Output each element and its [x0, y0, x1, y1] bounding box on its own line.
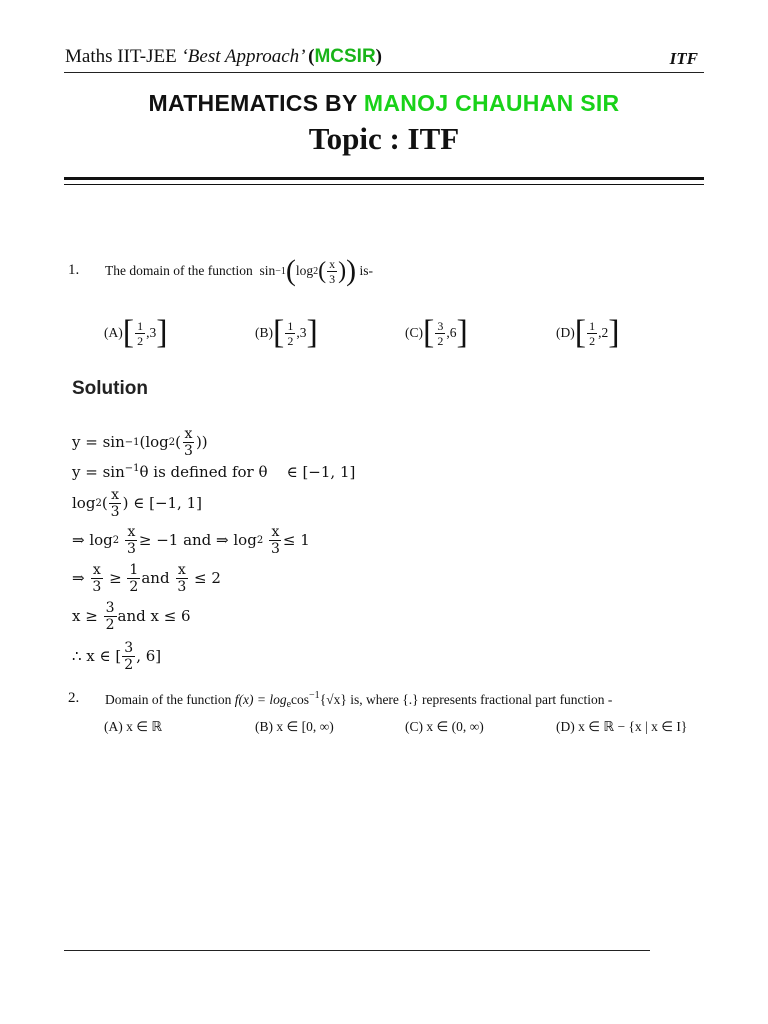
sol-l1-a: y = sin	[72, 433, 125, 451]
sol-l4-a: ⇒ log	[72, 531, 113, 549]
sol-l5-c: and	[141, 569, 170, 587]
sol-l5-fraction-3	[175, 563, 188, 594]
sol-l1-den: 3	[184, 442, 193, 459]
sol-l5-den: 3	[92, 578, 102, 595]
question-2-number: 2.	[68, 690, 80, 706]
sol-l5-den2: 2	[129, 578, 139, 595]
sol-l5-num: x	[92, 561, 101, 578]
q1-option-c-label: (C)	[405, 325, 423, 340]
sol-l3-a: log	[72, 494, 96, 512]
sol-l4-fraction-1	[125, 525, 138, 556]
sol-l7-b: , 6]	[136, 647, 162, 665]
q1-suffix: is-	[359, 263, 374, 278]
q1-option-b-bracket-close: ]	[306, 314, 318, 351]
solution-line-3	[72, 485, 202, 521]
question-2-text	[105, 690, 612, 710]
sol-l6-b: and x ≤ 6	[117, 607, 191, 625]
q2-function: f(x) = log	[234, 692, 287, 707]
sol-l3-num: x	[111, 486, 120, 503]
q1-den: 3	[329, 271, 336, 286]
q2-cos: cos	[291, 692, 310, 707]
sol-l3-den: 3	[110, 503, 120, 520]
q1-option-a-fraction	[135, 320, 145, 347]
q1-inner-paren-close: )	[338, 258, 347, 284]
sol-l1-num: x	[184, 425, 193, 442]
q2-stem: Domain of the function	[105, 692, 235, 707]
q1-fraction	[327, 258, 337, 285]
q2-option-a: (A) x ∈ ℝ	[104, 719, 163, 734]
sol-l3-c: ) ∈ [−1, 1]	[122, 494, 202, 512]
q1-option-c-bracket-close: ]	[456, 314, 468, 351]
sol-l2-b: θ is defined for θ	[139, 463, 268, 481]
sol-l7-den: 2	[124, 656, 134, 673]
solution-line-6	[72, 598, 191, 634]
header-brand: MCSIR	[314, 46, 376, 67]
q1-option-a-num: 1	[137, 318, 144, 333]
sol-l2-c: ∈ [−1, 1]	[286, 463, 356, 481]
sol-l7-a: ∴ x ∈ [	[72, 647, 122, 665]
sol-l3-fraction	[109, 488, 122, 519]
sol-l4-b: ≥ −1 and ⇒ log	[138, 531, 257, 549]
header-paren-close: )	[375, 46, 382, 67]
q1-option-c	[405, 314, 468, 352]
sol-l5-d: ≤ 2	[194, 569, 221, 587]
sol-l3-sub: 2	[95, 497, 102, 509]
q1-option-c-rest: ,6	[446, 325, 457, 340]
q1-option-b-num: 1	[287, 318, 294, 333]
q1-option-d	[556, 314, 620, 352]
solution-line-4	[72, 522, 310, 558]
sol-l4-sub2: 2	[256, 534, 264, 546]
q1-option-d-bracket-close: ]	[608, 314, 620, 351]
title-divider-thick	[64, 177, 704, 180]
solution-heading: Solution	[72, 378, 148, 399]
page-title	[0, 90, 768, 117]
sol-l1-d: ))	[195, 433, 208, 451]
sol-l2-a: y = sin	[72, 463, 125, 481]
q1-stem: The domain of the function	[105, 263, 253, 278]
q1-option-d-rest: ,2	[598, 325, 609, 340]
q1-option-c-num: 3	[437, 318, 444, 333]
header-left	[65, 46, 382, 68]
q1-option-c-fraction	[435, 320, 445, 347]
q2-option-c: (C) x ∈ (0, ∞)	[405, 719, 484, 734]
sol-l7-fraction	[122, 641, 135, 672]
q1-paren-close: )	[346, 254, 357, 287]
q1-option-a-bracket-open: [	[122, 314, 135, 351]
sol-l1-b: (log	[139, 433, 169, 451]
solution-line-2	[72, 463, 355, 481]
sol-l4-den2: 3	[270, 540, 280, 557]
sol-l1-sub: 2	[168, 436, 176, 448]
title-divider-thin	[64, 184, 704, 185]
sol-l6-a: x ≥	[72, 607, 98, 625]
q2-inverse: −1	[309, 690, 320, 701]
sol-l5-num3: x	[177, 561, 186, 578]
sol-l5-fraction-1	[90, 563, 103, 594]
sol-l6-den: 2	[105, 616, 115, 633]
q1-option-b-bracket-open: [	[273, 314, 285, 351]
header-paren-open: (	[308, 46, 315, 67]
author-name: MANOJ CHAUHAN SIR	[363, 90, 620, 116]
sol-l4-den: 3	[126, 540, 136, 557]
solution-line-5	[72, 560, 221, 596]
header-tagline: ‘Best Approach’	[181, 46, 309, 67]
q1-log: log	[295, 263, 314, 278]
sol-l1-c: (	[175, 433, 182, 451]
q2-base: e	[286, 699, 292, 710]
q1-option-d-num: 1	[589, 318, 596, 333]
sol-l2-sup: −1	[124, 463, 140, 474]
q2-condition: is, where {.} represents fractional part function -	[346, 692, 613, 707]
q1-sin: sin	[259, 263, 276, 278]
q1-inner-paren-open: (	[318, 258, 327, 284]
q1-inverse: −1	[275, 265, 286, 277]
sol-l5-a: ⇒	[72, 569, 85, 587]
q1-option-d-fraction	[587, 320, 597, 347]
header-divider	[64, 72, 704, 73]
question-1-text	[105, 253, 373, 289]
q1-option-d-bracket-open: [	[574, 314, 587, 351]
q1-option-a-rest: ,3	[146, 325, 157, 340]
title-prefix: MATHEMATICS BY	[148, 90, 364, 116]
question-1-number: 1.	[68, 262, 80, 278]
q1-option-c-bracket-open: [	[423, 314, 435, 351]
q1-option-b-fraction	[285, 320, 295, 347]
solution-line-1	[72, 424, 208, 460]
sol-l5-num2: 1	[129, 561, 139, 578]
q1-option-a-den: 2	[137, 333, 144, 348]
sol-l4-sub: 2	[112, 534, 120, 546]
sol-l4-fraction-2	[269, 525, 282, 556]
q1-option-d-den: 2	[589, 333, 596, 348]
topic-title: Topic : ITF	[308, 121, 460, 156]
solution-line-7	[72, 638, 161, 674]
sol-l5-den3: 3	[177, 578, 187, 595]
sol-l6-num: 3	[105, 599, 115, 616]
q1-option-a-bracket-close: ]	[156, 314, 168, 351]
sol-l3-b: (	[101, 494, 108, 512]
sol-l6-fraction	[104, 601, 117, 632]
sol-l4-num2: x	[271, 523, 280, 540]
q1-base: 2	[313, 265, 319, 277]
q1-num: x	[329, 256, 336, 271]
footer-divider	[64, 950, 650, 951]
q1-option-a	[104, 314, 168, 352]
header-topic: ITF	[669, 49, 698, 68]
q2-option-b: (B) x ∈ [0, ∞)	[255, 719, 334, 734]
q2-option-d: (D) x ∈ ℝ − {x | x ∈ I}	[556, 719, 688, 734]
q1-option-d-label: (D)	[556, 325, 575, 340]
q1-option-b-rest: ,3	[296, 325, 307, 340]
sol-l1-sup: −1	[124, 436, 140, 448]
q1-option-a-label: (A)	[104, 325, 123, 340]
sol-l5-b: ≥	[109, 569, 122, 587]
sol-l5-fraction-2	[127, 563, 140, 594]
q1-option-b-label: (B)	[255, 325, 273, 340]
header-subject: Maths IIT-JEE	[65, 46, 182, 67]
sol-l7-num: 3	[124, 639, 134, 656]
q1-option-b	[255, 314, 318, 352]
sol-l1-fraction	[182, 427, 195, 458]
q1-paren-open: (	[285, 254, 296, 287]
q1-option-c-den: 2	[437, 333, 444, 348]
sol-l4-c: ≤ 1	[282, 531, 310, 549]
q2-argument: {√x}	[319, 692, 347, 707]
sol-l4-num: x	[127, 523, 136, 540]
q1-option-b-den: 2	[287, 333, 294, 348]
